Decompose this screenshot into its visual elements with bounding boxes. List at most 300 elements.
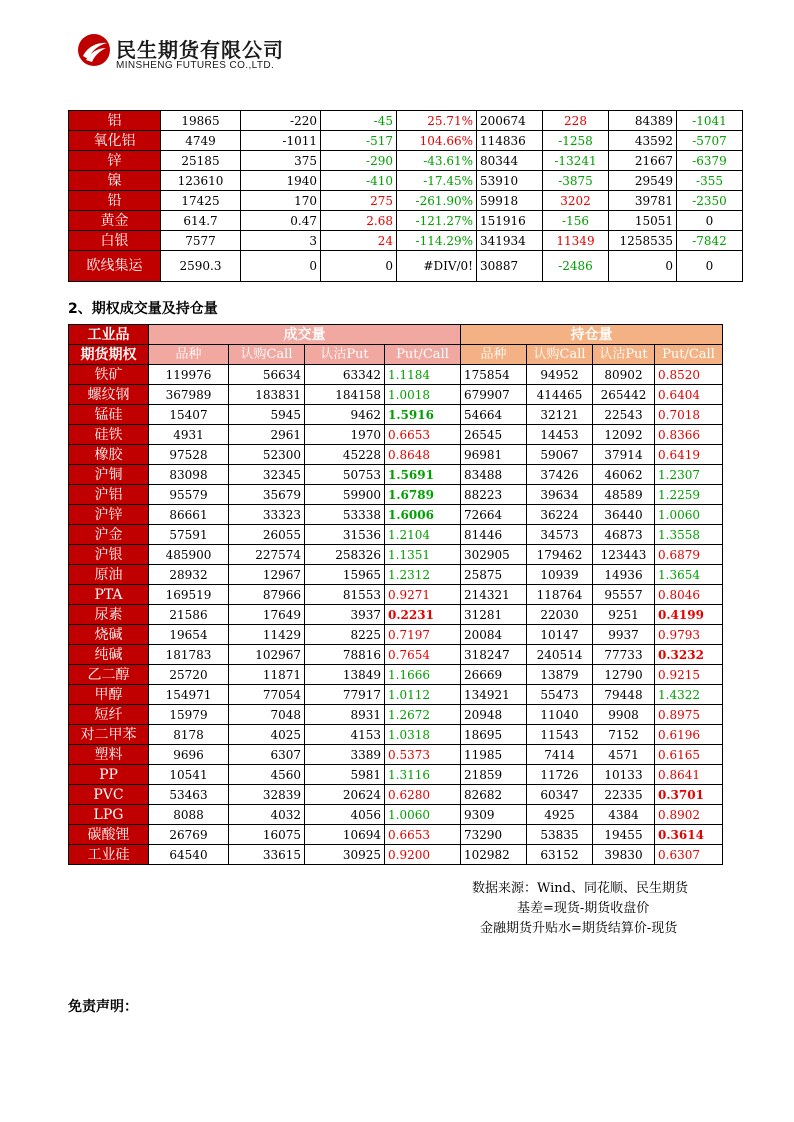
oi-total: 31281 [461, 605, 527, 625]
data-notes [470, 879, 710, 939]
last-price: 25185 [161, 151, 241, 171]
oi-put: 14936 [593, 565, 655, 585]
volume-put-call-ratio: 1.2672 [385, 705, 461, 725]
basis-ratio: -114.29% [397, 231, 477, 251]
volume-call: 17649 [229, 605, 305, 625]
disclaimer-title: 免责声明： [68, 999, 138, 1015]
volume-call: 4025 [229, 725, 305, 745]
subheader-variety: 品种 [149, 345, 229, 365]
volume-total: 57591 [149, 525, 229, 545]
oi-put-call-ratio: 1.3558 [655, 525, 723, 545]
volume: 80344 [477, 151, 543, 171]
table-row [69, 505, 723, 525]
table-row [69, 525, 723, 545]
table-row [69, 745, 723, 765]
table-row [69, 465, 723, 485]
volume-put-call-ratio: 1.6789 [385, 485, 461, 505]
open-interest: 21667 [609, 151, 677, 171]
oi-put: 4384 [593, 805, 655, 825]
oi-total: 134921 [461, 685, 527, 705]
subheader-put-call: Put/Call [385, 345, 461, 365]
table-row [69, 585, 723, 605]
table-row [69, 111, 743, 131]
oi-total: 11985 [461, 745, 527, 765]
volume-put-call-ratio: 0.5373 [385, 745, 461, 765]
volume-total: 10541 [149, 765, 229, 785]
oi-put-call-ratio: 0.6879 [655, 545, 723, 565]
commodity-name: 黄金 [69, 211, 161, 231]
oi-change: -355 [677, 171, 743, 191]
volume-call: 32839 [229, 785, 305, 805]
oi-put-call-ratio: 0.8520 [655, 365, 723, 385]
table-row [69, 665, 723, 685]
open-interest: 84389 [609, 111, 677, 131]
volume-put-call-ratio: 0.6280 [385, 785, 461, 805]
volume-total: 28932 [149, 565, 229, 585]
volume-call: 6307 [229, 745, 305, 765]
table-row [69, 765, 723, 785]
oi-call: 14453 [527, 425, 593, 445]
oi-total: 26669 [461, 665, 527, 685]
table-row [69, 625, 723, 645]
oi-put-call-ratio: 0.6404 [655, 385, 723, 405]
oi-put-call-ratio: 0.6419 [655, 445, 723, 465]
basis-ratio: 104.66% [397, 131, 477, 151]
oi-put: 9908 [593, 705, 655, 725]
oi-call: 22030 [527, 605, 593, 625]
variety-name: 塑料 [69, 745, 149, 765]
volume-total: 64540 [149, 845, 229, 865]
volume: 53910 [477, 171, 543, 191]
oi-call: 10939 [527, 565, 593, 585]
oi-put: 48589 [593, 485, 655, 505]
table-row [69, 805, 723, 825]
oi-total: 82682 [461, 785, 527, 805]
oi-call: 240514 [527, 645, 593, 665]
volume: 200674 [477, 111, 543, 131]
volume-put-call-ratio: 0.8648 [385, 445, 461, 465]
subheader-put-call: Put/Call [655, 345, 723, 365]
volume-total: 97528 [149, 445, 229, 465]
oi-put: 77733 [593, 645, 655, 665]
volume-call: 52300 [229, 445, 305, 465]
data-source-note: 数据来源：Wind、同花顺、民生期货 [472, 881, 688, 896]
basis-change: 2.68 [321, 211, 397, 231]
oi-put-call-ratio: 1.2307 [655, 465, 723, 485]
variety-name: 锰硅 [69, 405, 149, 425]
table-row [69, 171, 743, 191]
volume-put-call-ratio: 0.7654 [385, 645, 461, 665]
oi-change: -1041 [677, 111, 743, 131]
variety-name: 烧碱 [69, 625, 149, 645]
volume-change: -3875 [543, 171, 609, 191]
volume: 114836 [477, 131, 543, 151]
oi-call: 32121 [527, 405, 593, 425]
volume-put-call-ratio: 1.6006 [385, 505, 461, 525]
volume-total: 19654 [149, 625, 229, 645]
volume-change: -156 [543, 211, 609, 231]
variety-name: PTA [69, 585, 149, 605]
table-row [69, 825, 723, 845]
volume-total: 9696 [149, 745, 229, 765]
volume-call: 102967 [229, 645, 305, 665]
volume-call: 32345 [229, 465, 305, 485]
table-row [69, 605, 723, 625]
basis-change: 24 [321, 231, 397, 251]
price-change: 3 [241, 231, 321, 251]
table-row [69, 191, 743, 211]
oi-total: 25875 [461, 565, 527, 585]
oi-put: 37914 [593, 445, 655, 465]
volume-change: 228 [543, 111, 609, 131]
oi-put-call-ratio: 1.0060 [655, 505, 723, 525]
open-interest: 29549 [609, 171, 677, 191]
price-change: 170 [241, 191, 321, 211]
volume-put-call-ratio: 1.0060 [385, 805, 461, 825]
table-row [69, 785, 723, 805]
volume: 59918 [477, 191, 543, 211]
table-row [69, 845, 723, 865]
oi-put-call-ratio: 0.6196 [655, 725, 723, 745]
basis-ratio: -43.61% [397, 151, 477, 171]
oi-total: 175854 [461, 365, 527, 385]
table-row [69, 425, 723, 445]
table-row [69, 251, 743, 282]
volume-put: 4153 [305, 725, 385, 745]
variety-name: 沪铜 [69, 465, 149, 485]
price-change: -1011 [241, 131, 321, 151]
volume-put: 3937 [305, 605, 385, 625]
variety-name: 纯碱 [69, 645, 149, 665]
volume-put: 258326 [305, 545, 385, 565]
volume-put: 30925 [305, 845, 385, 865]
variety-name: 硅铁 [69, 425, 149, 445]
volume-put: 184158 [305, 385, 385, 405]
oi-put-call-ratio: 1.2259 [655, 485, 723, 505]
oi-change: -7842 [677, 231, 743, 251]
commodity-name: 白银 [69, 231, 161, 251]
oi-put: 46062 [593, 465, 655, 485]
volume-change: -1258 [543, 131, 609, 151]
header-volume: 成交量 [149, 325, 461, 345]
table-row [69, 705, 723, 725]
volume-put: 3389 [305, 745, 385, 765]
oi-call: 34573 [527, 525, 593, 545]
price-change: 375 [241, 151, 321, 171]
volume-call: 5945 [229, 405, 305, 425]
oi-total: 20084 [461, 625, 527, 645]
oi-put: 46873 [593, 525, 655, 545]
volume-put-call-ratio: 0.6653 [385, 825, 461, 845]
last-price: 19865 [161, 111, 241, 131]
oi-call: 118764 [527, 585, 593, 605]
last-price: 17425 [161, 191, 241, 211]
volume-put: 4056 [305, 805, 385, 825]
volume-total: 26769 [149, 825, 229, 845]
minsheng-logo-icon [76, 32, 112, 68]
volume-total: 15407 [149, 405, 229, 425]
subheader-call: 认购Call [229, 345, 305, 365]
oi-call: 11040 [527, 705, 593, 725]
volume-call: 4560 [229, 765, 305, 785]
subheader-put: 认沽Put [305, 345, 385, 365]
oi-put: 22543 [593, 405, 655, 425]
header-industrial: 工业品 [69, 325, 149, 345]
volume-put: 53338 [305, 505, 385, 525]
oi-put-call-ratio: 0.7018 [655, 405, 723, 425]
oi-total: 318247 [461, 645, 527, 665]
basis-ratio: #DIV/0! [397, 251, 477, 282]
oi-put-call-ratio: 0.9215 [655, 665, 723, 685]
volume-change: -2486 [543, 251, 609, 282]
volume-total: 21586 [149, 605, 229, 625]
last-price: 7577 [161, 231, 241, 251]
volume-call: 12967 [229, 565, 305, 585]
volume-put: 63342 [305, 365, 385, 385]
oi-put-call-ratio: 0.9793 [655, 625, 723, 645]
basis-ratio: -121.27% [397, 211, 477, 231]
commodity-name: 铅 [69, 191, 161, 211]
basis-change: -45 [321, 111, 397, 131]
volume-call: 11429 [229, 625, 305, 645]
oi-put: 95557 [593, 585, 655, 605]
company-name-en: MINSHENG FUTURES CO.,LTD. [116, 60, 275, 71]
variety-name: 尿素 [69, 605, 149, 625]
last-price: 4749 [161, 131, 241, 151]
oi-put-call-ratio: 0.4199 [655, 605, 723, 625]
oi-change: -5707 [677, 131, 743, 151]
volume: 341934 [477, 231, 543, 251]
oi-call: 37426 [527, 465, 593, 485]
commodity-name: 锌 [69, 151, 161, 171]
variety-name: 乙二醇 [69, 665, 149, 685]
variety-name: 原油 [69, 565, 149, 585]
volume-put-call-ratio: 1.1351 [385, 545, 461, 565]
oi-total: 81446 [461, 525, 527, 545]
oi-put: 4571 [593, 745, 655, 765]
volume-put-call-ratio: 1.0318 [385, 725, 461, 745]
oi-total: 73290 [461, 825, 527, 845]
oi-total: 679907 [461, 385, 527, 405]
volume-call: 11871 [229, 665, 305, 685]
volume-total: 25720 [149, 665, 229, 685]
volume-put: 45228 [305, 445, 385, 465]
volume-put: 20624 [305, 785, 385, 805]
volume-call: 16075 [229, 825, 305, 845]
volume-put: 9462 [305, 405, 385, 425]
last-price: 614.7 [161, 211, 241, 231]
oi-put-call-ratio: 0.8641 [655, 765, 723, 785]
volume-total: 119976 [149, 365, 229, 385]
commodity-name: 镍 [69, 171, 161, 191]
variety-name: 碳酸锂 [69, 825, 149, 845]
volume-call: 87966 [229, 585, 305, 605]
variety-name: 短纤 [69, 705, 149, 725]
volume-call: 2961 [229, 425, 305, 445]
table-row [69, 131, 743, 151]
basis-ratio: 25.71% [397, 111, 477, 131]
volume-put-call-ratio: 0.9200 [385, 845, 461, 865]
oi-put: 80902 [593, 365, 655, 385]
volume-put-call-ratio: 1.1666 [385, 665, 461, 685]
volume: 151916 [477, 211, 543, 231]
oi-call: 13879 [527, 665, 593, 685]
oi-put: 10133 [593, 765, 655, 785]
section-2-title: 2、期权成交量及持仓量 [68, 301, 218, 317]
volume-put-call-ratio: 1.5691 [385, 465, 461, 485]
table-row [69, 545, 723, 565]
volume-put-call-ratio: 1.3116 [385, 765, 461, 785]
oi-total: 214321 [461, 585, 527, 605]
basis-ratio: -17.45% [397, 171, 477, 191]
open-interest: 43592 [609, 131, 677, 151]
basis-change: 0 [321, 251, 397, 282]
oi-put-call-ratio: 1.4322 [655, 685, 723, 705]
oi-put: 265442 [593, 385, 655, 405]
table-row [69, 445, 723, 465]
volume-put-call-ratio: 0.9271 [385, 585, 461, 605]
oi-put-call-ratio: 0.3614 [655, 825, 723, 845]
last-price: 123610 [161, 171, 241, 191]
oi-put: 19455 [593, 825, 655, 845]
volume-put: 81553 [305, 585, 385, 605]
variety-name: 螺纹钢 [69, 385, 149, 405]
oi-put: 9937 [593, 625, 655, 645]
oi-put: 9251 [593, 605, 655, 625]
volume-total: 15979 [149, 705, 229, 725]
price-change: -220 [241, 111, 321, 131]
commodity-name: 欧线集运 [69, 251, 161, 282]
oi-put-call-ratio: 0.8046 [655, 585, 723, 605]
volume-total: 4931 [149, 425, 229, 445]
volume-call: 7048 [229, 705, 305, 725]
premium-note: 金融期货升贴水=期货结算价-现货 [480, 921, 678, 936]
volume-total: 154971 [149, 685, 229, 705]
table-row [69, 725, 723, 745]
oi-put: 39830 [593, 845, 655, 865]
header-open-interest: 持仓量 [461, 325, 723, 345]
oi-call: 11726 [527, 765, 593, 785]
commodity-name: 铝 [69, 111, 161, 131]
variety-name: 对二甲苯 [69, 725, 149, 745]
volume-put-call-ratio: 1.2104 [385, 525, 461, 545]
oi-total: 102982 [461, 845, 527, 865]
oi-total: 18695 [461, 725, 527, 745]
oi-call: 94952 [527, 365, 593, 385]
table-row [69, 365, 723, 385]
variety-name: PP [69, 765, 149, 785]
volume-put-call-ratio: 1.2312 [385, 565, 461, 585]
volume-call: 4032 [229, 805, 305, 825]
volume-total: 485900 [149, 545, 229, 565]
volume: 30887 [477, 251, 543, 282]
oi-call: 39634 [527, 485, 593, 505]
open-interest: 39781 [609, 191, 677, 211]
oi-total: 21859 [461, 765, 527, 785]
oi-change: -6379 [677, 151, 743, 171]
oi-total: 20948 [461, 705, 527, 725]
variety-name: LPG [69, 805, 149, 825]
oi-call: 10147 [527, 625, 593, 645]
volume-total: 95579 [149, 485, 229, 505]
volume-total: 8088 [149, 805, 229, 825]
variety-name: 铁矿 [69, 365, 149, 385]
variety-name: 沪银 [69, 545, 149, 565]
volume-change: 3202 [543, 191, 609, 211]
subheader-variety: 品种 [461, 345, 527, 365]
company-name-cn: 民生期货有限公司 [116, 38, 284, 62]
price-change: 0 [241, 251, 321, 282]
table-row [69, 151, 743, 171]
oi-call: 4925 [527, 805, 593, 825]
price-change: 1940 [241, 171, 321, 191]
oi-call: 55473 [527, 685, 593, 705]
oi-call: 53835 [527, 825, 593, 845]
volume-call: 33615 [229, 845, 305, 865]
last-price: 2590.3 [161, 251, 241, 282]
oi-total: 72664 [461, 505, 527, 525]
volume-call: 183831 [229, 385, 305, 405]
volume-put-call-ratio: 1.0112 [385, 685, 461, 705]
table-row [69, 565, 723, 585]
variety-name: 沪铝 [69, 485, 149, 505]
volume-total: 53463 [149, 785, 229, 805]
oi-put: 22335 [593, 785, 655, 805]
volume-put: 10694 [305, 825, 385, 845]
open-interest: 1258535 [609, 231, 677, 251]
oi-call: 36224 [527, 505, 593, 525]
oi-change: 0 [677, 251, 743, 282]
volume-total: 169519 [149, 585, 229, 605]
basis-ratio: -261.90% [397, 191, 477, 211]
volume-put-call-ratio: 0.2231 [385, 605, 461, 625]
basis-change: -410 [321, 171, 397, 191]
basis-change: -290 [321, 151, 397, 171]
oi-change: -2350 [677, 191, 743, 211]
volume-change: -13241 [543, 151, 609, 171]
variety-name: 甲醇 [69, 685, 149, 705]
volume-put: 5981 [305, 765, 385, 785]
oi-put-call-ratio: 0.8366 [655, 425, 723, 445]
options-volume-oi-table [68, 324, 723, 865]
basis-change: -517 [321, 131, 397, 151]
volume-put: 1970 [305, 425, 385, 445]
oi-total: 26545 [461, 425, 527, 445]
oi-call: 63152 [527, 845, 593, 865]
oi-total: 96981 [461, 445, 527, 465]
oi-total: 9309 [461, 805, 527, 825]
oi-put: 36440 [593, 505, 655, 525]
oi-put-call-ratio: 0.3701 [655, 785, 723, 805]
table-row [69, 685, 723, 705]
volume-put: 15965 [305, 565, 385, 585]
volume-put-call-ratio: 0.6653 [385, 425, 461, 445]
oi-call: 414465 [527, 385, 593, 405]
volume-change: 11349 [543, 231, 609, 251]
volume-total: 83098 [149, 465, 229, 485]
volume-put-call-ratio: 0.7197 [385, 625, 461, 645]
open-interest: 0 [609, 251, 677, 282]
oi-call: 7414 [527, 745, 593, 765]
oi-put: 12790 [593, 665, 655, 685]
volume-call: 35679 [229, 485, 305, 505]
volume-put: 31536 [305, 525, 385, 545]
volume-put: 78816 [305, 645, 385, 665]
volume-call: 77054 [229, 685, 305, 705]
subheader-put: 认沽Put [593, 345, 655, 365]
table-row [69, 231, 743, 251]
volume-put: 77917 [305, 685, 385, 705]
